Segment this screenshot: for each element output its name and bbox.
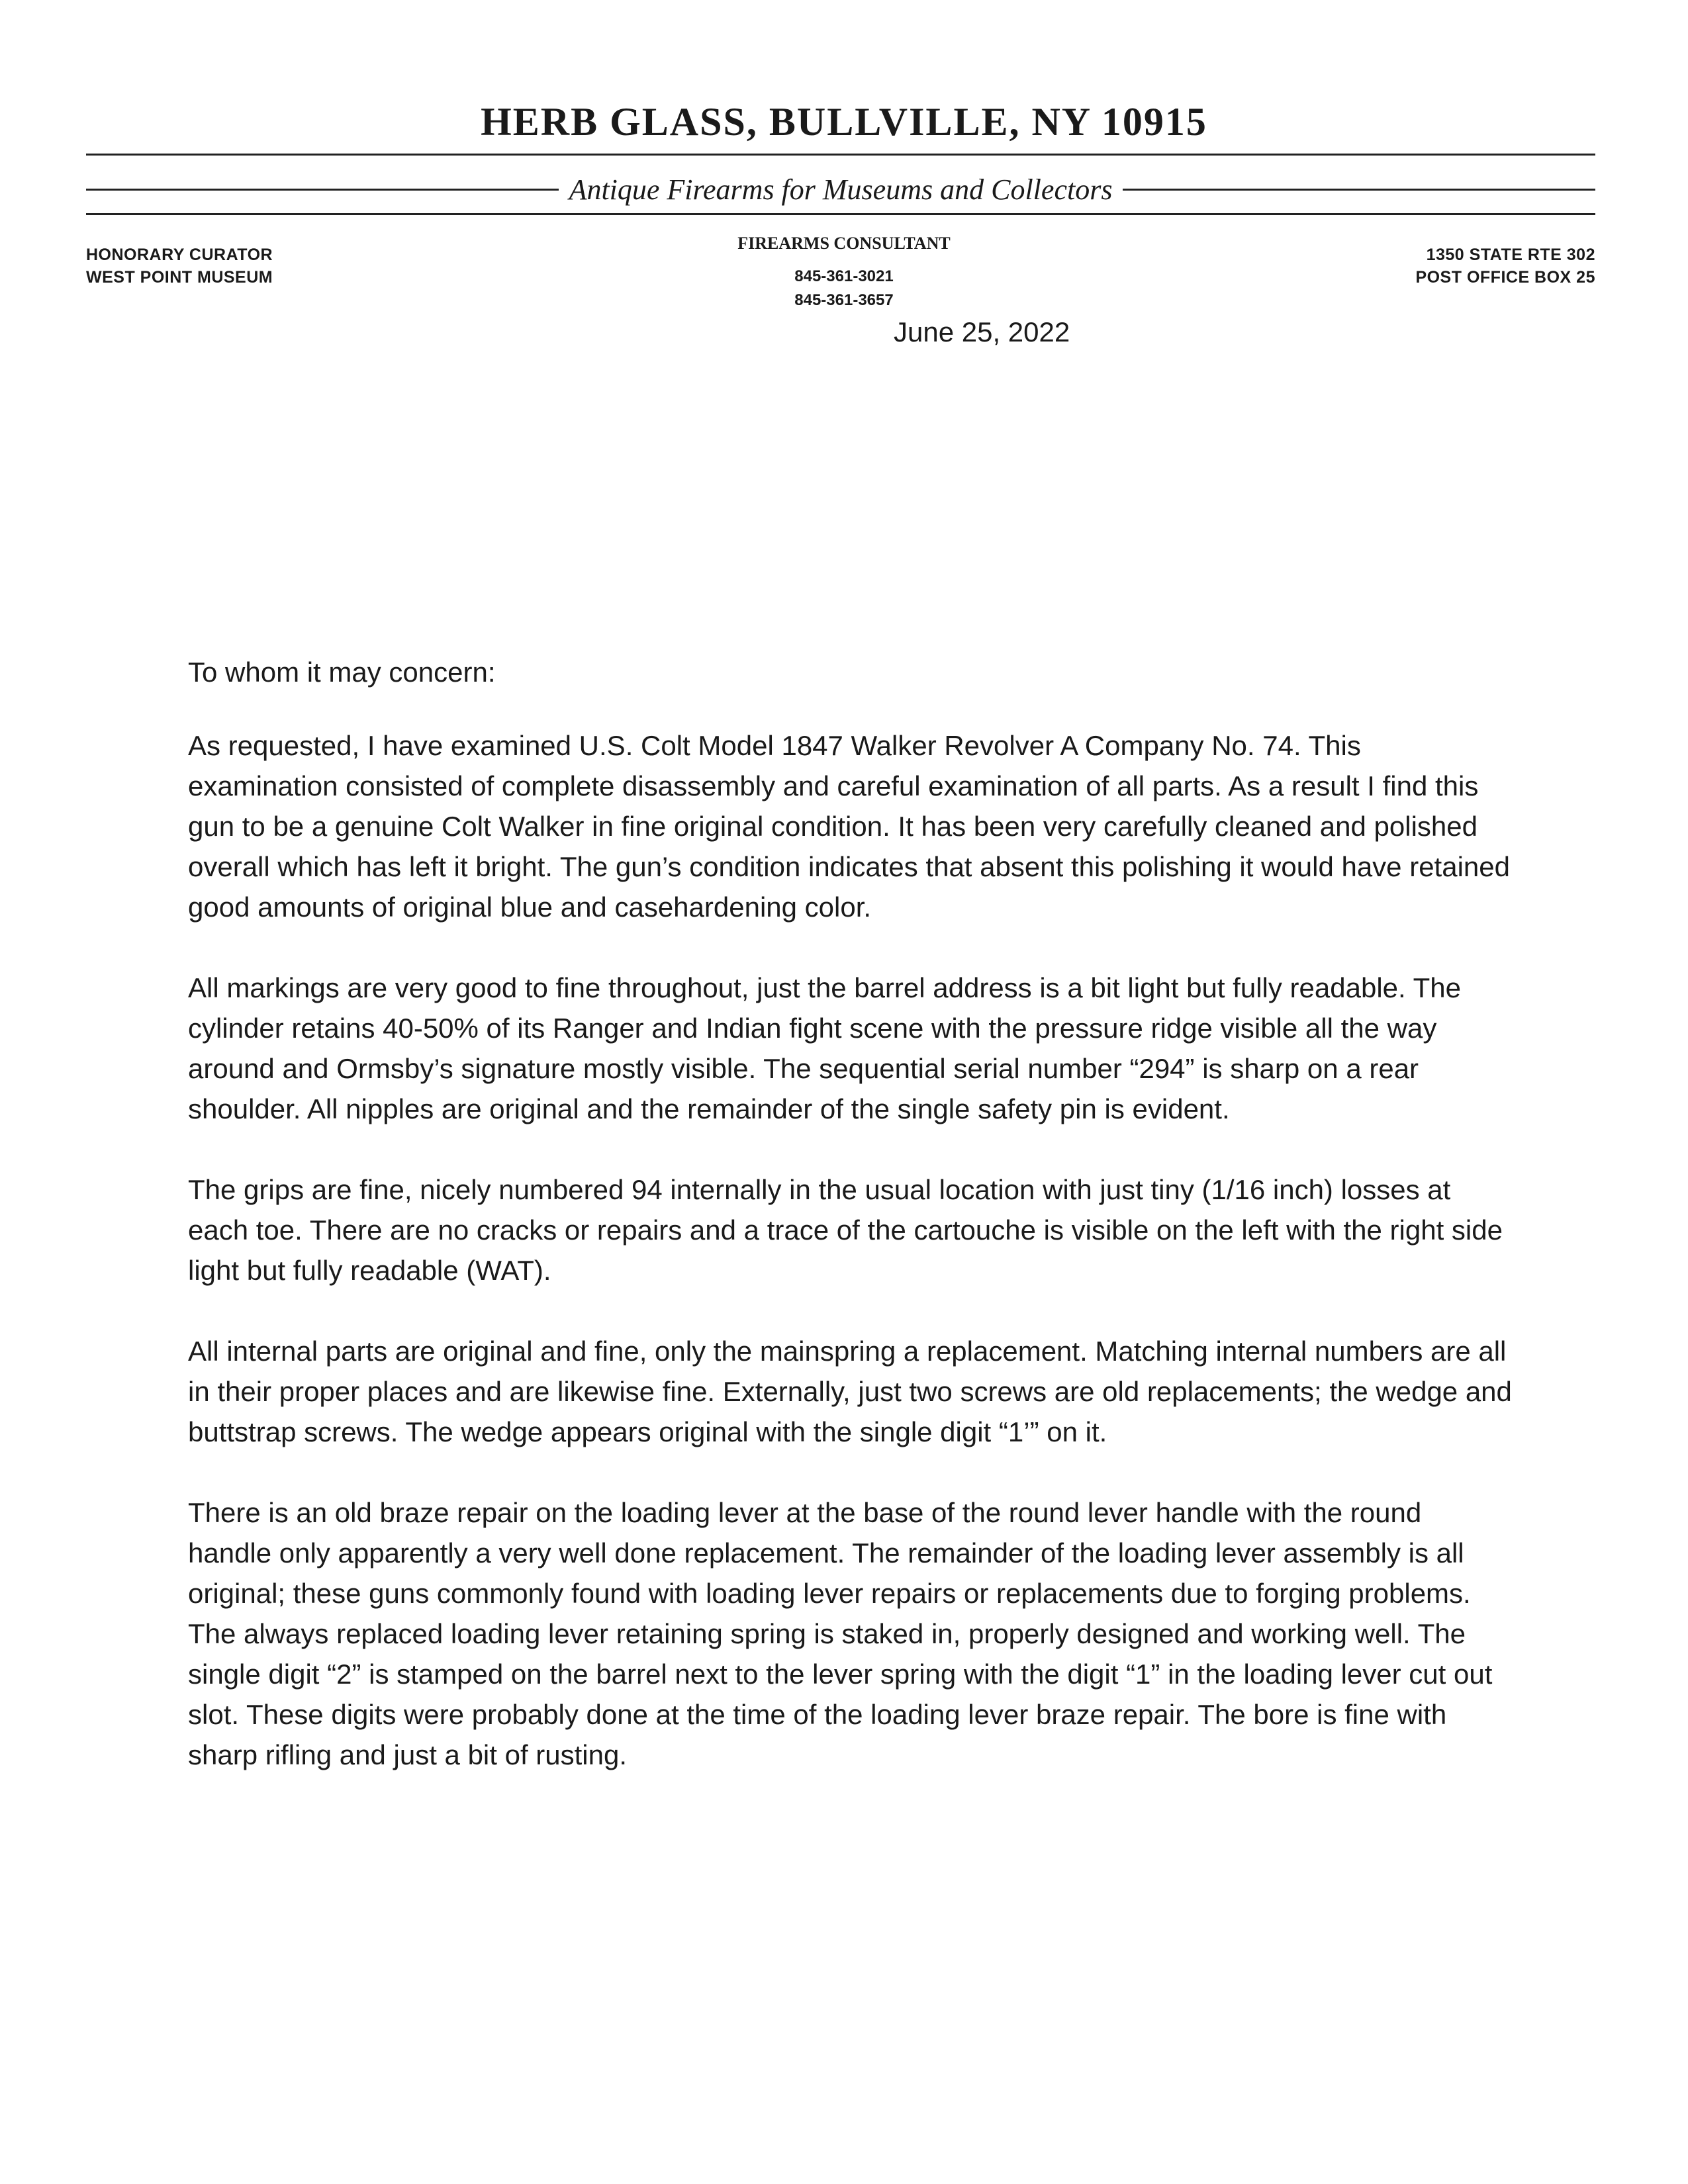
phone-1: 845-361-3021: [794, 267, 894, 285]
letter-date: June 25, 2022: [894, 316, 1070, 347]
letterhead-title: HERB GLASS, BULLVILLE, NY 10915: [481, 100, 1207, 144]
right-line-1: 1350 STATE RTE 302: [1426, 246, 1595, 264]
paragraph-grips: The grips are fine, nicely numbered 94 internally in the usual location with just tiny (1/16 inch) losses at each toe. There are no cracks or repairs and a trace of the cartouche is visible on the left with the right side light but fully readable (WAT).: [188, 1174, 1503, 1286]
address-block: [1415, 244, 1595, 289]
top-divider: [86, 154, 1595, 156]
tagline-rule-right: [1123, 189, 1595, 191]
paragraph-examination: As requested, I have examined U.S. Colt Model 1847 Walker Revolver A Company No. 74. This examination consisted of complete disassembly and careful examination of all parts. As a result I find this gun to be a genuine Colt Walker in fine original condition. It has been very carefully cleaned and polished overall which has left it bright. The gun’s condition indicates that absent this polishing it would have retained good amounts of original blue and casehardening color.: [188, 730, 1510, 923]
tagline: Antique Firearms for Museums and Collectors: [569, 173, 1113, 206]
right-line-2: POST OFFICE BOX 25: [1415, 268, 1595, 287]
left-line-2: WEST POINT MUSEUM: [86, 268, 273, 287]
phone-2: 845-361-3657: [794, 291, 894, 309]
paragraph-internal-parts: All internal parts are original and fine, only the mainspring a replacement. Matching internal numbers are all in their proper places and are likewise fine. Externally, just two screws are old replacements; the wedge and buttstrap screws. The wedge appears original with the single digit “1’” on it.: [188, 1336, 1512, 1447]
paragraph-markings: All markings are very good to fine throughout, just the barrel address is a bit light but fully readable. The cylinder retains 40-50% of its Ranger and Indian fight scene with the pressure ridge visible all the way around and Ormsby’s signature mostly visible. The sequential serial number “294” is sharp on a rear shoulder. All nipples are original and the remainder of the single safety pin is evident.: [188, 972, 1461, 1124]
bottom-divider: [86, 213, 1595, 215]
tagline-row: [86, 171, 1595, 208]
left-line-1: HONORARY CURATOR: [86, 246, 273, 264]
paragraph-loading-lever: There is an old braze repair on the loading lever at the base of the round lever handle with the round handle only apparently a very well done replacement. The remainder of the loading lever assembly is all original; these guns commonly found with loading lever repairs or replacements due to forging problems. The always replaced loading lever retaining spring is staked in, properly designed and working well. The single digit “2” is stamped on the barrel next to the lever spring with the digit “1” in the loading lever cut out slot. These digits were probably done at the time of the loading lever braze repair. The bore is fine with sharp rifling and just a bit of rusting.: [188, 1497, 1493, 1770]
consultant-role: FIREARMS CONSULTANT: [737, 234, 951, 253]
letter-body: [188, 725, 1512, 1815]
salutation: To whom it may concern:: [188, 657, 496, 688]
tagline-rule-left: [86, 189, 559, 191]
